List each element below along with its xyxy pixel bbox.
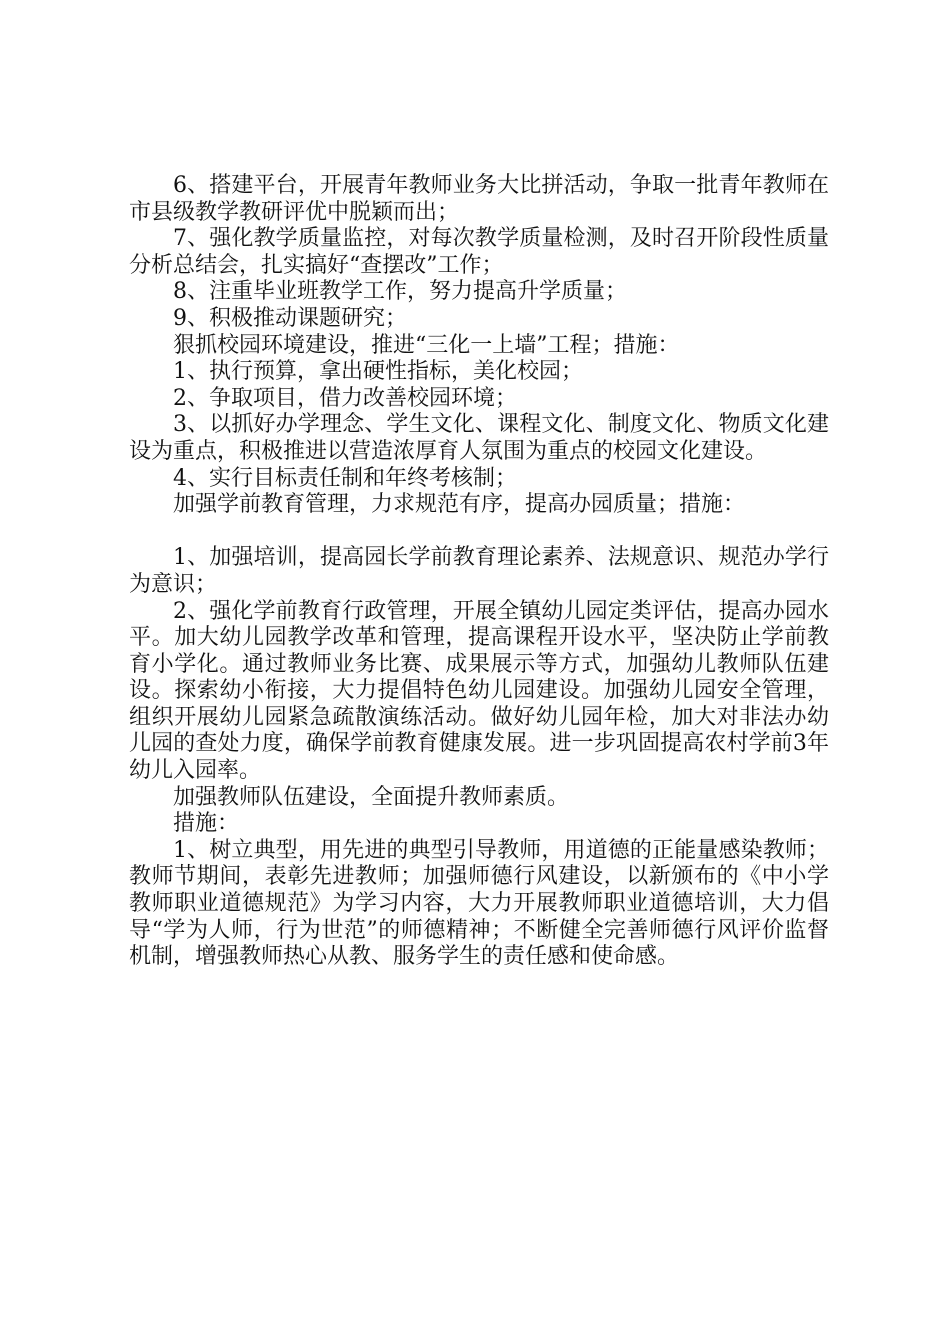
paragraph-item-7-quality-monitoring: 7、强化教学质量监控，对每次教学质量检测，及时召开阶段性质量分析总结会，扎实搞好“查摆改”工作； (129, 226, 829, 278)
document-body (129, 173, 829, 971)
paragraph-item-8-graduating-class: 8、注重毕业班教学工作，努力提高升学质量； (173, 279, 627, 305)
paragraph-item-3-culture: 3、以抓好办学理念、学生文化、课程文化、制度文化、物质文化建设为重点，积极推进以营造浓厚育人氛围为重点的校园文化建设。 (129, 412, 829, 464)
paragraph-item-1-role-models: 1、树立典型，用先进的典型引导教师，用道德的正能量感染教师；教师节期间，表彰先进教师；加强师德行风建设，以新颁布的《中小学教师职业道德规范》为学习内容，大力开展教师职业道德培训，大力倡导“学为人师，行为世范”的师德精神；不断健全完善师德行风评价监督机制，增强教师热心从教、服务学生的责任感和使命感。 (129, 837, 829, 970)
paragraph-item-1-training: 1、加强培训，提高园长学前教育理论素养、法规意识、规范办学行为意识； (129, 545, 829, 597)
paragraph-item-2-administration: 2、强化学前教育行政管理，开展全镇幼儿园定类评估，提高办园水平。加大幼儿园教学改革和管理，提高课程开设水平，坚决防止学前教育小学化。通过教师业务比赛、成果展示等方式，加强幼儿教师队伍建设。探索幼小衔接，大力提倡特色幼儿园建设。加强幼儿园安全管理，组织开展幼儿园紧急疏散演练活动。做好幼儿园年检，加大对非法办幼儿园的查处力度，确保学前教育健康发展。进一步巩固提高农村学前3年幼儿入园率。 (129, 598, 829, 784)
section-heading-teachers: 加强教师队伍建设，全面提升教师素质。 (173, 784, 570, 810)
section-heading-preschool: 加强学前教育管理，力求规范有序，提高办园质量；措施： (173, 492, 746, 518)
paragraph-item-9-research: 9、积极推动课题研究； (173, 305, 407, 331)
paragraph-item-1-budget: 1、执行预算，拿出硬性指标，美化校园； (173, 359, 583, 385)
section-heading-campus-environment: 狠抓校园环境建设，推进“三化一上墙”工程；措施： (173, 332, 680, 358)
paragraph-item-4-responsibility: 4、实行目标责任制和年终考核制； (173, 465, 517, 491)
measures-label: 措施： (173, 811, 240, 837)
paragraph-item-6-platform: 6、搭建平台，开展青年教师业务大比拼活动，争取一批青年教师在市县级教学教研评优中脱颖而出； (129, 173, 829, 225)
paragraph-item-2-projects: 2、争取项目，借力改善校园环境； (173, 385, 517, 411)
